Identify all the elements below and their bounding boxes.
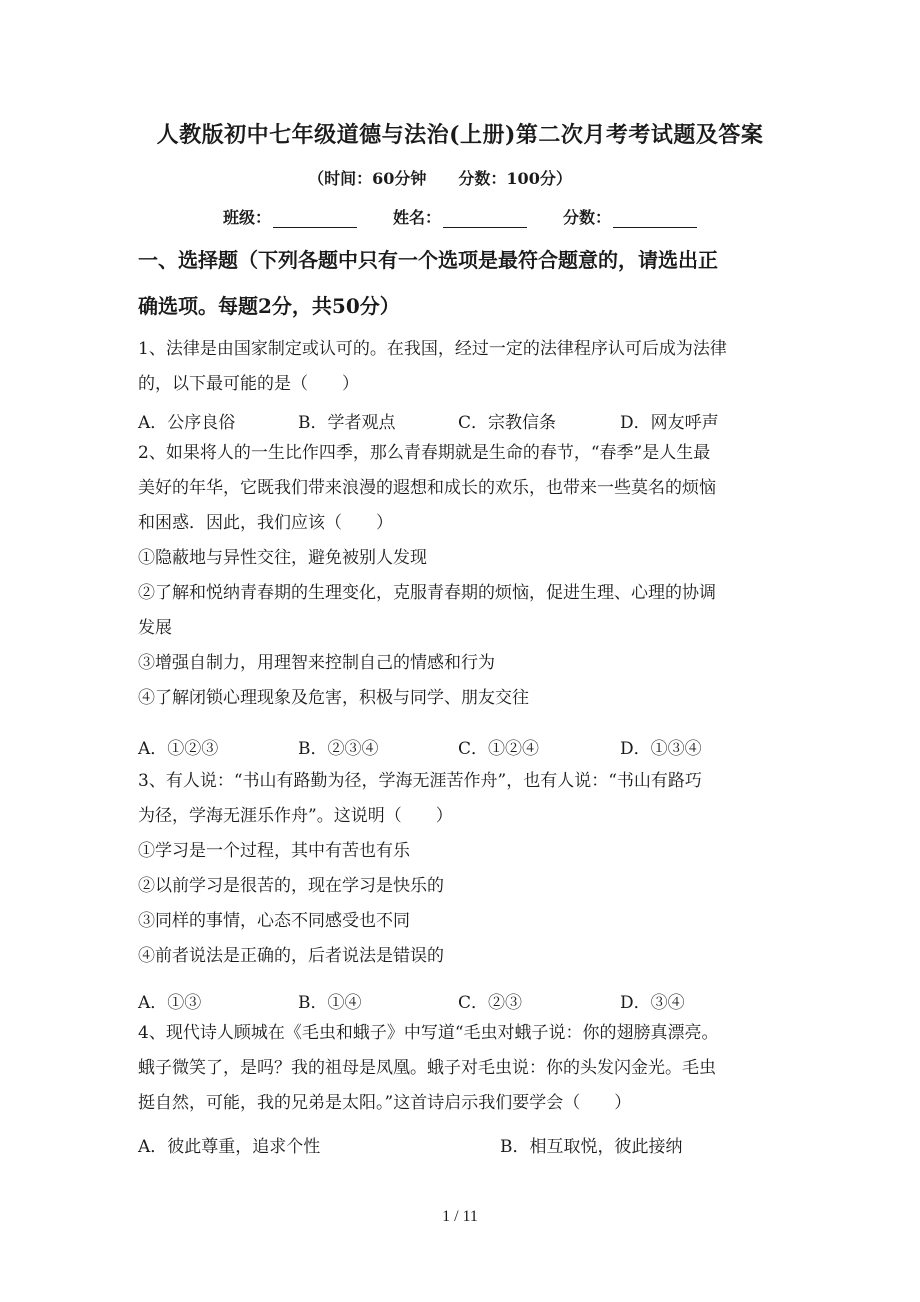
option-b[interactable]: B．②③④ [298, 739, 379, 759]
question-4 [138, 1016, 788, 1121]
option-a[interactable]: A．①②③ [138, 739, 219, 759]
class-blank[interactable] [273, 211, 357, 228]
question-line: 挺自然，可能，我的兄弟是太阳。”这首诗启示我们要学会（ ） [138, 1093, 632, 1113]
question-line: 美好的年华，它既我们带来浪漫的遐想和成长的欢乐，也带来一些莫名的烦恼 [138, 478, 716, 498]
option-b[interactable]: B．①④ [298, 993, 362, 1013]
question-line: 的，以下最可能的是（ ） [138, 374, 359, 394]
section-heading-line2: 确选项。每题2分，共50分） [138, 294, 400, 318]
page-title: 人教版初中七年级道德与法治(上册)第二次月考考试题及答案 [156, 122, 764, 148]
statement-2: ②了解和悦纳青春期的生理变化，克服青春期的烦恼，促进生理、心理的协调 [138, 583, 716, 603]
question-line: 1、法律是由国家制定或认可的。在我国，经过一定的法律程序认可后成为法律 [138, 339, 727, 359]
option-b[interactable]: B．学者观点 [298, 413, 396, 433]
statement-2: ②以前学习是很苦的，现在学习是快乐的 [138, 876, 444, 896]
name-field [393, 205, 527, 228]
question-2 [138, 436, 788, 716]
question-4-options [138, 1132, 788, 1167]
page-number: 1 / 11 [442, 1208, 478, 1225]
option-d[interactable]: D．①③④ [620, 739, 702, 759]
student-info-row [0, 205, 920, 228]
class-label: 班级： [222, 208, 271, 227]
option-c[interactable]: C．②③ [458, 993, 523, 1013]
option-d[interactable]: D．网友呼声 [620, 413, 719, 433]
statement-2-cont: 发展 [138, 618, 172, 638]
question-3 [138, 764, 788, 974]
option-a[interactable]: A．公序良俗 [138, 413, 236, 433]
score-blank[interactable] [613, 211, 697, 228]
question-line: 4、现代诗人顾城在《毛虫和蛾子》中写道“毛虫对蛾子说：你的翅膀真漂亮。 [138, 1023, 719, 1043]
option-b[interactable]: B．相互取悦，彼此接纳 [500, 1137, 683, 1157]
statement-4: ④了解闭锁心理现象及危害，积极与同学、朋友交往 [138, 688, 529, 708]
question-line: 为径，学海无涯乐作舟”。这说明（ ） [138, 806, 453, 826]
statement-3: ③增强自制力，用理智来控制自己的情感和行为 [138, 653, 495, 673]
option-c[interactable]: C．①②④ [458, 739, 540, 759]
statement-4: ④前者说法是正确的，后者说法是错误的 [138, 946, 444, 966]
question-line: 2、如果将人的一生比作四季，那么青春期就是生命的春节，“春季”是人生最 [138, 443, 711, 463]
option-c[interactable]: C．宗教信条 [458, 413, 557, 433]
section-heading-line1: 一、选择题（下列各题中只有一个选项是最符合题意的，请选出正 [138, 248, 718, 272]
class-field [223, 205, 357, 228]
question-1 [138, 332, 788, 402]
question-line: 和困惑．因此，我们应该（ ） [138, 513, 393, 533]
exam-subtitle: （时间：60分钟 分数：100分） [308, 169, 572, 188]
score-label: 分数： [563, 208, 612, 227]
statement-1: ①学习是一个过程，其中有苦也有乐 [138, 841, 410, 861]
question-line: 蛾子微笑了，是吗？我的祖母是凤凰。蛾子对毛虫说：你的头发闪金光。毛虫 [138, 1058, 716, 1078]
name-label: 姓名： [392, 208, 441, 227]
question-line: 3、有人说：“书山有路勤为径，学海无涯苦作舟”，也有人说：“书山有路巧 [138, 771, 702, 791]
score-field [563, 205, 697, 228]
statement-1: ①隐蔽地与异性交往，避免被别人发现 [138, 548, 427, 568]
option-a[interactable]: A．①③ [138, 993, 202, 1013]
name-blank[interactable] [443, 211, 527, 228]
option-d[interactable]: D．③④ [620, 993, 685, 1013]
option-a[interactable]: A．彼此尊重，追求个性 [138, 1137, 321, 1157]
statement-3: ③同样的事情，心态不同感受也不同 [138, 911, 410, 931]
